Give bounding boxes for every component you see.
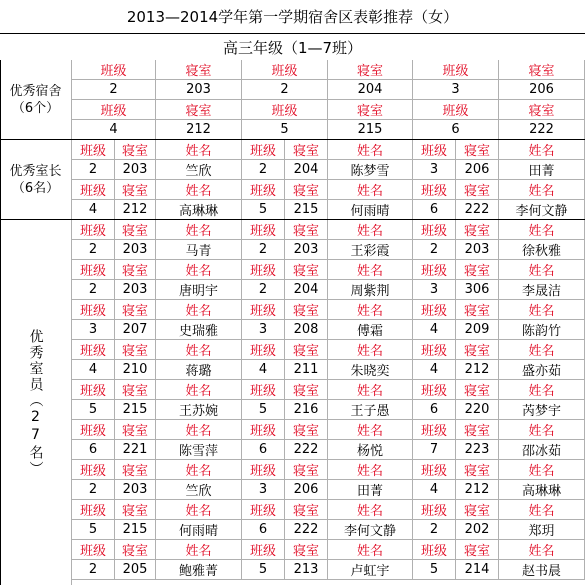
dorm-header[interactable]: 寝室	[115, 420, 156, 440]
class-header[interactable]: 班级	[413, 460, 456, 480]
name-cell[interactable]: 何雨晴	[328, 200, 413, 220]
dorm-cell[interactable]: 209	[456, 320, 499, 340]
sheet-title: 2013—2014学年第一学期宿舍区表彰推荐（女）	[0, 0, 585, 34]
dorm-cell[interactable]: 211	[285, 360, 328, 380]
dorm-cell[interactable]: 212	[115, 200, 156, 220]
class-cell[interactable]: 2	[72, 240, 115, 260]
dorm-cell[interactable]: 207	[115, 320, 156, 340]
name-header[interactable]: 姓名	[328, 500, 413, 520]
name-cell[interactable]: 徐秋雅	[499, 240, 585, 260]
class-header[interactable]: 班级	[72, 420, 115, 440]
class-header[interactable]: 班级	[413, 100, 499, 120]
name-cell[interactable]: 高琳琳	[156, 200, 242, 220]
dorm-header[interactable]: 寝室	[115, 140, 156, 160]
dorm-cell[interactable]: 203	[156, 80, 242, 100]
dorm-header[interactable]: 寝室	[115, 540, 156, 560]
name-cell[interactable]: 邵冰茹	[499, 440, 585, 460]
name-header[interactable]: 姓名	[328, 540, 413, 560]
dorm-header[interactable]: 寝室	[499, 60, 585, 80]
dorm-cell[interactable]: 203	[115, 240, 156, 260]
name-header[interactable]: 姓名	[499, 420, 585, 440]
dorm-header[interactable]: 寝室	[115, 460, 156, 480]
dorm-cell[interactable]: 306	[456, 280, 499, 300]
class-cell[interactable]: 3	[413, 80, 499, 100]
name-header[interactable]: 姓名	[156, 420, 242, 440]
name-cell[interactable]: 杨悦	[328, 440, 413, 460]
class-cell[interactable]: 4	[72, 200, 115, 220]
name-header[interactable]: 姓名	[499, 180, 585, 200]
dorm-cell[interactable]: 220	[456, 400, 499, 420]
class-cell[interactable]: 2	[72, 560, 115, 580]
name-cell[interactable]: 田菁	[499, 160, 585, 180]
dorm-cell[interactable]: 210	[115, 360, 156, 380]
class-cell[interactable]: 4	[413, 480, 456, 500]
dorm-cell[interactable]: 216	[285, 400, 328, 420]
dorm-cell[interactable]: 203	[115, 480, 156, 500]
dorm-cell[interactable]: 203	[115, 280, 156, 300]
class-header[interactable]: 班级	[242, 340, 285, 360]
dorm-cell[interactable]: 213	[285, 560, 328, 580]
dorm-header[interactable]: 寝室	[456, 540, 499, 560]
class-cell[interactable]: 4	[413, 360, 456, 380]
class-cell[interactable]: 5	[242, 400, 285, 420]
name-header[interactable]: 姓名	[156, 540, 242, 560]
name-header[interactable]: 姓名	[328, 220, 413, 240]
dorm-header[interactable]: 寝室	[328, 60, 413, 80]
name-cell[interactable]: 王子愚	[328, 400, 413, 420]
dorm-cell[interactable]: 215	[285, 200, 328, 220]
class-header[interactable]: 班级	[242, 260, 285, 280]
class-header[interactable]: 班级	[72, 340, 115, 360]
dorm-header[interactable]: 寝室	[115, 180, 156, 200]
dorm-cell[interactable]: 208	[285, 320, 328, 340]
class-header[interactable]: 班级	[72, 380, 115, 400]
class-cell[interactable]: 6	[242, 440, 285, 460]
class-cell[interactable]: 6	[413, 400, 456, 420]
name-cell[interactable]: 陈梦雪	[328, 160, 413, 180]
name-header[interactable]: 姓名	[499, 340, 585, 360]
name-cell[interactable]: 马青	[156, 240, 242, 260]
dorm-cell[interactable]: 204	[285, 160, 328, 180]
dorm-cell[interactable]: 214	[456, 560, 499, 580]
dorm-header[interactable]: 寝室	[115, 220, 156, 240]
class-cell[interactable]: 2	[242, 80, 328, 100]
name-cell[interactable]: 鲍雅菁	[156, 560, 242, 580]
category-excellent-members	[0, 220, 72, 585]
dorm-header[interactable]: 寝室	[115, 260, 156, 280]
class-cell[interactable]: 4	[72, 360, 115, 380]
dorm-header[interactable]: 寝室	[285, 420, 328, 440]
category-label: （6个）	[11, 100, 60, 116]
dorm-cell[interactable]: 204	[285, 280, 328, 300]
name-header[interactable]: 姓名	[156, 140, 242, 160]
name-header[interactable]: 姓名	[499, 380, 585, 400]
name-cell[interactable]: 王彩霞	[328, 240, 413, 260]
class-header[interactable]: 班级	[242, 420, 285, 440]
class-cell[interactable]: 2	[72, 280, 115, 300]
name-cell[interactable]: 蒋璐	[156, 360, 242, 380]
name-cell[interactable]: 唐明宇	[156, 280, 242, 300]
dorm-header[interactable]: 寝室	[115, 380, 156, 400]
dorm-header[interactable]: 寝室	[456, 460, 499, 480]
class-cell[interactable]: 2	[72, 160, 115, 180]
dorm-header[interactable]: 寝室	[456, 220, 499, 240]
name-cell[interactable]: 史瑞雅	[156, 320, 242, 340]
class-header[interactable]: 班级	[413, 300, 456, 320]
class-header[interactable]: 班级	[413, 220, 456, 240]
dorm-header[interactable]: 寝室	[285, 460, 328, 480]
name-cell[interactable]: 竺欣	[156, 480, 242, 500]
class-header[interactable]: 班级	[413, 60, 499, 80]
class-cell[interactable]: 2	[413, 240, 456, 260]
dorm-cell[interactable]: 223	[456, 440, 499, 460]
class-cell[interactable]: 4	[413, 320, 456, 340]
name-cell[interactable]: 周紫荆	[328, 280, 413, 300]
name-header[interactable]: 姓名	[328, 420, 413, 440]
name-header[interactable]: 姓名	[499, 260, 585, 280]
name-cell[interactable]: 竺欣	[156, 160, 242, 180]
name-header[interactable]: 姓名	[156, 380, 242, 400]
class-cell[interactable]: 4	[242, 360, 285, 380]
dorm-cell[interactable]: 204	[328, 80, 413, 100]
category-label: 优秀室长	[9, 163, 62, 179]
class-cell[interactable]: 6	[413, 200, 456, 220]
name-header[interactable]: 姓名	[328, 460, 413, 480]
class-cell[interactable]: 2	[242, 240, 285, 260]
dorm-header[interactable]: 寝室	[115, 340, 156, 360]
class-header[interactable]: 班级	[72, 260, 115, 280]
category-excellent-dorms	[0, 60, 72, 140]
class-header[interactable]: 班级	[413, 500, 456, 520]
dorm-cell[interactable]: 215	[328, 120, 413, 140]
class-header[interactable]: 班级	[72, 60, 156, 80]
name-header[interactable]: 姓名	[156, 180, 242, 200]
dorm-header[interactable]: 寝室	[456, 180, 499, 200]
name-cell[interactable]: 陈韵竹	[499, 320, 585, 340]
dorm-header[interactable]: 寝室	[285, 300, 328, 320]
dorm-cell[interactable]: 205	[115, 560, 156, 580]
class-cell[interactable]: 5	[242, 200, 285, 220]
dorm-cell[interactable]: 215	[115, 400, 156, 420]
class-header[interactable]: 班级	[242, 220, 285, 240]
class-cell[interactable]: 6	[72, 440, 115, 460]
name-header[interactable]: 姓名	[156, 220, 242, 240]
name-header[interactable]: 姓名	[156, 460, 242, 480]
dorm-header[interactable]: 寝室	[115, 300, 156, 320]
name-header[interactable]: 姓名	[328, 140, 413, 160]
dorm-cell[interactable]: 212	[456, 360, 499, 380]
class-cell[interactable]: 2	[242, 280, 285, 300]
class-header[interactable]: 班级	[242, 60, 328, 80]
name-header[interactable]: 姓名	[499, 300, 585, 320]
dorm-cell[interactable]: 222	[285, 440, 328, 460]
class-header[interactable]: 班级	[72, 220, 115, 240]
class-header[interactable]: 班级	[72, 540, 115, 560]
name-header[interactable]: 姓名	[499, 540, 585, 560]
dorm-header[interactable]: 寝室	[456, 140, 499, 160]
class-header[interactable]: 班级	[72, 460, 115, 480]
class-cell[interactable]: 7	[413, 440, 456, 460]
dorm-cell[interactable]: 206	[499, 80, 585, 100]
dorm-header[interactable]: 寝室	[456, 340, 499, 360]
class-header[interactable]: 班级	[413, 420, 456, 440]
class-cell[interactable]: 5	[72, 400, 115, 420]
class-header[interactable]: 班级	[242, 460, 285, 480]
name-header[interactable]: 姓名	[156, 340, 242, 360]
dorm-cell[interactable]: 203	[456, 240, 499, 260]
class-header[interactable]: 班级	[413, 540, 456, 560]
name-header[interactable]: 姓名	[499, 500, 585, 520]
dorm-header[interactable]: 寝室	[285, 220, 328, 240]
category-label: （6名）	[11, 180, 60, 196]
name-cell[interactable]: 朱晓奕	[328, 360, 413, 380]
class-header[interactable]: 班级	[72, 100, 156, 120]
name-header[interactable]: 姓名	[328, 180, 413, 200]
class-cell[interactable]: 2	[413, 520, 456, 540]
dorm-cell[interactable]: 206	[285, 480, 328, 500]
class-cell[interactable]: 5	[72, 520, 115, 540]
class-header[interactable]: 班级	[72, 140, 115, 160]
class-header[interactable]: 班级	[72, 500, 115, 520]
category-label: 优秀室员（27名）	[27, 328, 44, 477]
dorm-cell[interactable]: 212	[456, 480, 499, 500]
dorm-cell[interactable]: 222	[285, 520, 328, 540]
dorm-header[interactable]: 寝室	[285, 260, 328, 280]
dorm-header[interactable]: 寝室	[285, 540, 328, 560]
dorm-cell[interactable]: 215	[115, 520, 156, 540]
name-header[interactable]: 姓名	[499, 220, 585, 240]
class-cell[interactable]: 3	[72, 320, 115, 340]
name-cell[interactable]: 何雨晴	[156, 520, 242, 540]
class-header[interactable]: 班级	[242, 180, 285, 200]
class-cell[interactable]: 2	[72, 480, 115, 500]
dorm-header[interactable]: 寝室	[456, 420, 499, 440]
dorm-cell[interactable]: 221	[115, 440, 156, 460]
name-cell[interactable]: 卢虹宇	[328, 560, 413, 580]
dorm-cell[interactable]: 222	[499, 120, 585, 140]
class-header[interactable]: 班级	[72, 180, 115, 200]
name-cell[interactable]: 盛亦茹	[499, 360, 585, 380]
name-header[interactable]: 姓名	[156, 300, 242, 320]
class-cell[interactable]: 5	[242, 120, 328, 140]
name-cell[interactable]: 陈雪萍	[156, 440, 242, 460]
class-cell[interactable]: 6	[242, 520, 285, 540]
class-cell[interactable]: 4	[72, 120, 156, 140]
dorm-cell[interactable]: 212	[156, 120, 242, 140]
class-header[interactable]: 班级	[72, 300, 115, 320]
class-header[interactable]: 班级	[413, 380, 456, 400]
dorm-cell[interactable]: 202	[456, 520, 499, 540]
dorm-header[interactable]: 寝室	[456, 500, 499, 520]
name-header[interactable]: 姓名	[328, 380, 413, 400]
class-header[interactable]: 班级	[413, 340, 456, 360]
dorm-header[interactable]: 寝室	[328, 100, 413, 120]
class-header[interactable]: 班级	[242, 540, 285, 560]
class-header[interactable]: 班级	[242, 380, 285, 400]
class-header[interactable]: 班级	[413, 180, 456, 200]
class-cell[interactable]: 3	[413, 280, 456, 300]
class-header[interactable]: 班级	[242, 140, 285, 160]
class-header[interactable]: 班级	[242, 500, 285, 520]
dorm-cell[interactable]: 222	[456, 200, 499, 220]
class-header[interactable]: 班级	[242, 100, 328, 120]
class-header[interactable]: 班级	[242, 300, 285, 320]
dorm-header[interactable]: 寝室	[285, 380, 328, 400]
name-cell[interactable]: 李何文静	[499, 200, 585, 220]
class-cell[interactable]: 5	[413, 560, 456, 580]
class-header[interactable]: 班级	[413, 260, 456, 280]
dorm-header[interactable]: 寝室	[156, 100, 242, 120]
dorm-header[interactable]: 寝室	[285, 140, 328, 160]
name-cell[interactable]: 高琳琳	[499, 480, 585, 500]
name-header[interactable]: 姓名	[328, 340, 413, 360]
dorm-cell[interactable]: 206	[456, 160, 499, 180]
dorm-header[interactable]: 寝室	[285, 340, 328, 360]
class-cell[interactable]: 2	[242, 160, 285, 180]
class-cell[interactable]: 6	[413, 120, 499, 140]
name-cell[interactable]: 李何文静	[328, 520, 413, 540]
class-header[interactable]: 班级	[413, 140, 456, 160]
dorm-header[interactable]: 寝室	[499, 100, 585, 120]
class-cell[interactable]: 3	[242, 320, 285, 340]
dorm-cell[interactable]: 203	[285, 240, 328, 260]
name-header[interactable]: 姓名	[328, 260, 413, 280]
name-cell[interactable]: 芮梦宇	[499, 400, 585, 420]
dorm-header[interactable]: 寝室	[285, 500, 328, 520]
dorm-header[interactable]: 寝室	[456, 260, 499, 280]
name-cell[interactable]: 傅霜	[328, 320, 413, 340]
name-cell[interactable]: 李晟洁	[499, 280, 585, 300]
class-cell[interactable]: 3	[242, 480, 285, 500]
name-header[interactable]: 姓名	[499, 460, 585, 480]
name-cell[interactable]: 田菁	[328, 480, 413, 500]
name-cell[interactable]: 王苏婉	[156, 400, 242, 420]
grade-subtitle: 高三年级（1—7班）	[222, 38, 363, 57]
dorm-header[interactable]: 寝室	[115, 500, 156, 520]
class-cell[interactable]: 3	[413, 160, 456, 180]
dorm-header[interactable]: 寝室	[156, 60, 242, 80]
name-cell[interactable]: 郑玥	[499, 520, 585, 540]
dorm-header[interactable]: 寝室	[456, 380, 499, 400]
name-cell[interactable]: 赵书晨	[499, 560, 585, 580]
name-header[interactable]: 姓名	[328, 300, 413, 320]
dorm-header[interactable]: 寝室	[285, 180, 328, 200]
name-header[interactable]: 姓名	[156, 260, 242, 280]
category-excellent-leaders	[0, 140, 72, 220]
class-cell[interactable]: 5	[242, 560, 285, 580]
dorm-cell[interactable]: 203	[115, 160, 156, 180]
category-label: 优秀宿舍	[9, 83, 62, 99]
name-header[interactable]: 姓名	[499, 140, 585, 160]
dorm-header[interactable]: 寝室	[456, 300, 499, 320]
name-header[interactable]: 姓名	[156, 500, 242, 520]
class-cell[interactable]: 2	[72, 80, 156, 100]
